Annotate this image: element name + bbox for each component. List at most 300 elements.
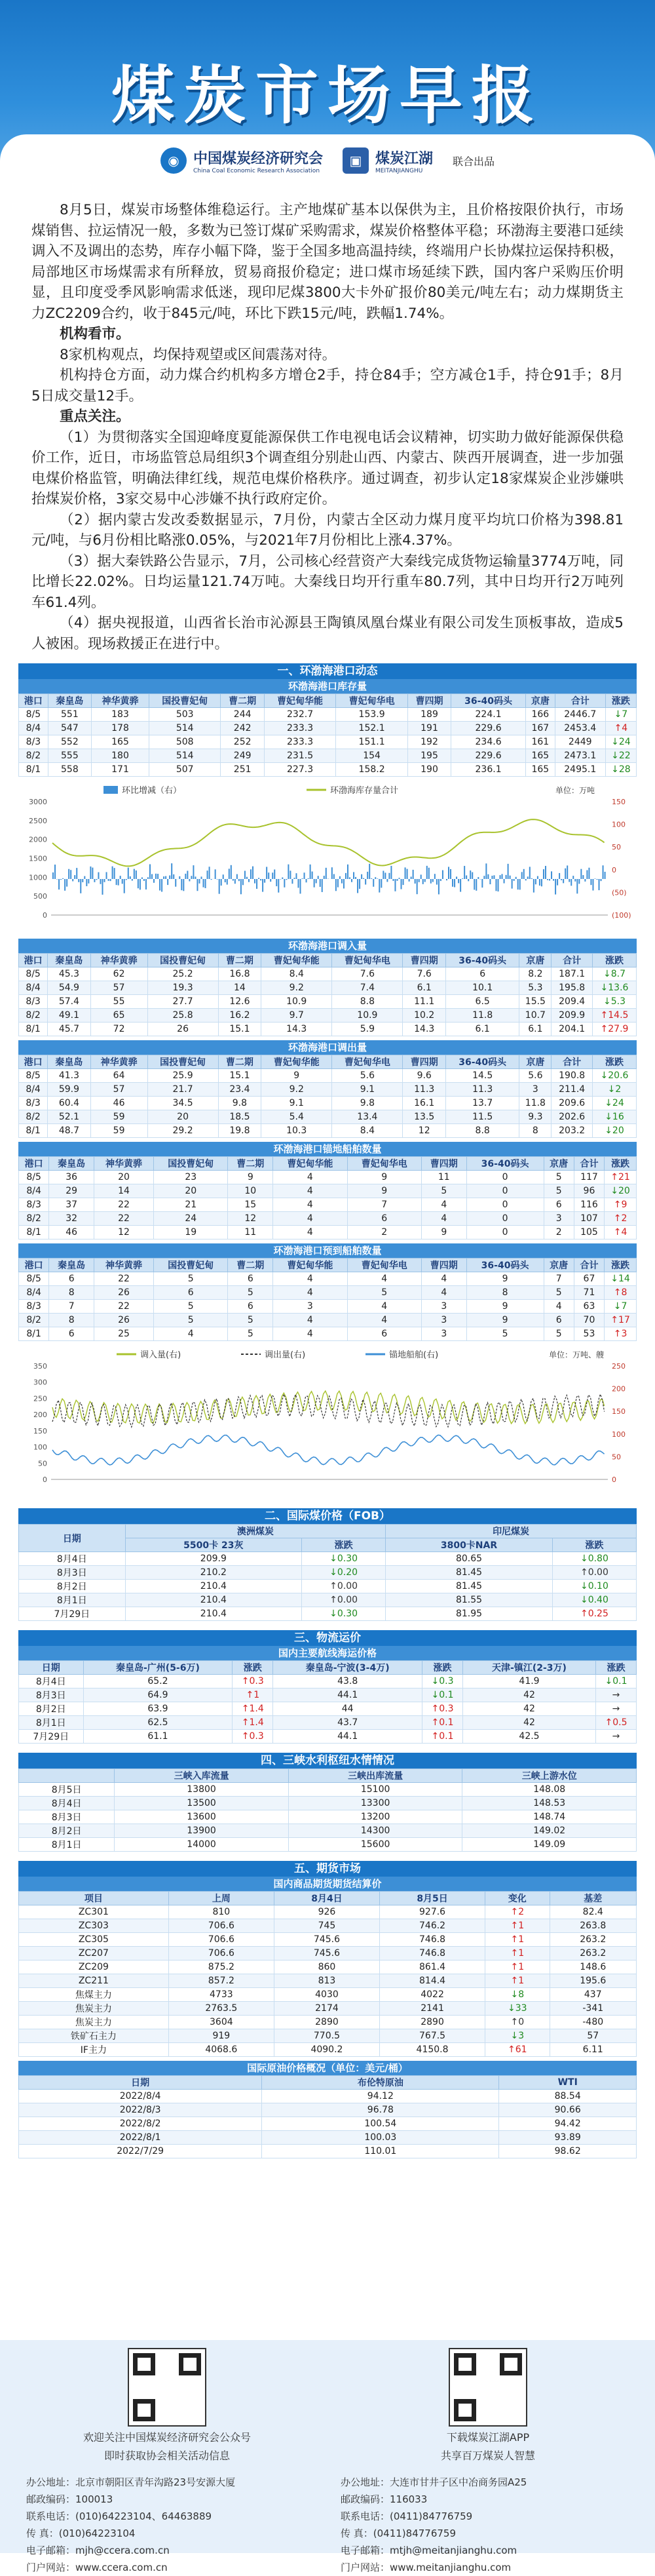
table-cell: 22	[94, 1300, 154, 1314]
change-bar	[586, 870, 588, 879]
table-cell: ↑0.00	[302, 1593, 386, 1607]
change-bar	[533, 879, 534, 893]
table-cell: 9.3	[519, 1110, 552, 1124]
table-cell: 5.4	[261, 1110, 332, 1124]
change-bar	[345, 873, 346, 879]
change-bar	[428, 868, 430, 879]
table-cell: 13900	[115, 1824, 289, 1838]
freight-section	[18, 1630, 637, 1744]
change-bar	[264, 879, 265, 883]
table-cell: ↓0.30	[302, 1607, 386, 1621]
change-bar	[116, 879, 117, 885]
table-cell: 857.2	[168, 1974, 274, 1988]
table-cell: 190	[407, 763, 451, 777]
table-cell: 8/4	[19, 722, 48, 735]
table-cell: ↑1	[485, 1947, 550, 1961]
table-cell: 9.1	[261, 1097, 332, 1110]
stock-line-series	[52, 819, 605, 866]
stock-chart	[18, 781, 637, 935]
change-bar	[62, 878, 64, 879]
table-cell: 926	[274, 1905, 379, 1919]
table-cell: 98.62	[499, 2145, 637, 2158]
change-bar	[124, 879, 125, 893]
change-bar	[446, 879, 447, 880]
change-bar	[421, 874, 422, 879]
change-bar	[120, 876, 121, 879]
table-cell: 8	[519, 1124, 552, 1138]
col-aus-change: 涨跌	[302, 1538, 386, 1552]
table-cell: ↓0.40	[552, 1593, 636, 1607]
table-header-cell: 曹妃甸华能	[264, 694, 336, 708]
futures-table	[18, 1891, 637, 2057]
table-cell: 558	[48, 763, 91, 777]
table-cell: 55	[90, 995, 147, 1009]
table-row	[19, 1272, 637, 1286]
change-bar	[145, 879, 147, 889]
change-bar	[128, 868, 129, 879]
contact-line: 邮政编码：100013	[26, 2491, 314, 2508]
change-bar	[310, 865, 311, 879]
change-bar	[151, 874, 153, 879]
table-cell: ↓0.1	[596, 1675, 637, 1688]
change-bar	[248, 879, 250, 882]
table-cell: 2022/7/29	[19, 2145, 262, 2158]
table-cell: 183	[92, 708, 149, 722]
change-bar	[173, 874, 174, 879]
legend-bar-label: 环比增减（右）	[122, 785, 181, 796]
change-bar	[419, 879, 420, 882]
table-cell: 5	[154, 1272, 228, 1286]
table-cell: 165	[92, 735, 149, 749]
focus-item-2: （2）据内蒙古发改委数据显示，7月份，内蒙古全区动力煤月度平均坑口价格为398.81元/吨，与6月份相比略涨0.05%，与2021年7月份相比上涨4.37%。	[31, 510, 624, 551]
change-bar	[288, 865, 289, 879]
contact-line: 联系电话：(0411)84776759	[341, 2508, 629, 2525]
change-bar	[551, 871, 552, 879]
change-bar	[270, 879, 271, 882]
table-header-cell: 曹妃甸华能	[261, 954, 332, 967]
change-bar	[153, 879, 155, 883]
table-cell: 5	[228, 1286, 273, 1300]
table-cell: 191	[407, 722, 451, 735]
table-cell: 铁矿石主力	[19, 2029, 169, 2043]
table-title: 环渤海港口预到船舶数量	[18, 1243, 637, 1258]
change-bar	[597, 879, 598, 880]
change-bar	[369, 864, 370, 879]
change-bar	[58, 879, 60, 889]
table-row	[19, 1212, 637, 1226]
change-bar	[293, 878, 295, 879]
table-header-cell: 港口	[19, 1055, 48, 1069]
chart-unit: 单位：万吨、艘	[549, 1350, 604, 1359]
table-cell: ↑27.9	[592, 1023, 636, 1036]
ccera-qr-code-icon[interactable]	[128, 2348, 206, 2427]
change-bar	[415, 879, 416, 884]
table-cell: 14000	[115, 1838, 289, 1852]
table-cell: 14.5	[445, 1069, 519, 1083]
table-cell: ↓16	[592, 1110, 636, 1124]
change-bar	[381, 879, 382, 888]
table-header-cell: 合计	[552, 1055, 593, 1069]
table-header-cell: 曹四期	[403, 954, 446, 967]
change-bar	[452, 879, 453, 887]
table-cell: 6.11	[550, 2043, 636, 2057]
change-bar	[250, 869, 252, 879]
focus-item-3: （3）据大秦铁路公告显示，7月，公司核心经营资产大秦线完成货物运输量3774万吨，同比增长22.02%。日均运量121.74万吨。大秦线日均开行重车80.7列，其中日均开行2万吨列车61.4列。	[31, 551, 624, 614]
table-cell: 14	[94, 1184, 154, 1198]
change-bar	[584, 879, 586, 882]
y-tick-label-left: 3000	[29, 798, 47, 806]
table-cell: ↑0.5	[596, 1716, 637, 1730]
table-cell: 249	[221, 749, 264, 763]
change-bar	[466, 876, 467, 879]
change-bar	[434, 874, 436, 879]
change-bar	[191, 876, 192, 879]
contact-line: 办公地址：北京市朝阳区青年沟路23号安源大厦	[26, 2474, 314, 2491]
table-cell: 22	[94, 1198, 154, 1212]
table-cell: 8/1	[19, 763, 48, 777]
change-bar	[92, 868, 93, 879]
table-cell: 2022/8/3	[19, 2103, 262, 2117]
table-cell: 9.8	[332, 1097, 403, 1110]
table-header-cell: 三峡入库流量	[115, 1769, 289, 1783]
table-cell: 11.8	[445, 1009, 519, 1023]
table-row	[19, 1327, 637, 1341]
change-bar	[155, 874, 157, 879]
table-cell: 4	[273, 1184, 347, 1198]
table-cell: 94.12	[262, 2090, 499, 2103]
table-row	[19, 1947, 637, 1961]
table-cell: 12	[94, 1226, 154, 1239]
change-bar	[280, 879, 281, 880]
table-cell: 22	[94, 1272, 154, 1286]
change-bar	[403, 879, 404, 885]
table-cell: 171	[92, 763, 149, 777]
change-bar	[537, 876, 538, 879]
table-header-cell: 涨跌	[592, 1055, 636, 1069]
table-cell: 4	[421, 1198, 466, 1212]
change-bar	[392, 879, 394, 881]
change-bar	[66, 879, 67, 887]
table-cell: ↓20.6	[592, 1069, 636, 1083]
col-aus-price: 5500卡 23灰	[125, 1538, 301, 1552]
change-bar	[359, 879, 360, 889]
table-cell: 11.5	[445, 1110, 519, 1124]
app-qr-code-icon[interactable]	[449, 2348, 527, 2427]
table-cell: ↓13.6	[592, 981, 636, 995]
change-bar	[347, 865, 348, 879]
change-bar	[476, 879, 477, 891]
table-cell: 7	[347, 1198, 421, 1212]
table-cell: 9.6	[403, 1069, 446, 1083]
table-cell: 81.95	[386, 1607, 553, 1621]
change-bar	[495, 879, 496, 891]
table-row	[19, 1824, 637, 1838]
table-cell: ↓0.3	[422, 1675, 463, 1688]
table-cell: 29.2	[147, 1124, 218, 1138]
qr-caption-4: 共享百万煤炭人智慧	[347, 2449, 629, 2463]
table-row	[19, 1974, 637, 1988]
change-bar	[371, 878, 372, 879]
table-header-cell: 国投曹妃甸	[149, 694, 221, 708]
change-bar	[442, 870, 443, 879]
change-bar	[485, 863, 487, 879]
change-bar	[508, 864, 509, 879]
table-header-cell: 秦皇岛	[48, 954, 91, 967]
change-bar	[316, 879, 317, 883]
change-bar	[225, 879, 226, 882]
table-cell: 195.6	[550, 1974, 636, 1988]
change-bar	[320, 879, 321, 887]
change-bar	[96, 879, 97, 880]
table-row	[19, 1171, 637, 1184]
table-cell: 80.65	[386, 1552, 553, 1566]
y-tick-label-left: 2000	[29, 836, 47, 844]
table-cell: 44	[273, 1702, 422, 1716]
table-cell: 6	[445, 967, 519, 981]
table-cell: 7.6	[403, 967, 446, 981]
table-cell: 13.7	[445, 1097, 519, 1110]
table-cell: ↑0.1	[422, 1716, 463, 1730]
table-cell: ↑4	[605, 722, 636, 735]
flow-chart-svg	[18, 1345, 637, 1499]
change-bar	[282, 878, 283, 879]
contact-line: 邮政编码：116033	[341, 2491, 629, 2508]
change-bar	[112, 867, 113, 879]
change-bar	[314, 879, 315, 888]
table-cell: 148.08	[462, 1783, 637, 1797]
table-row	[19, 1124, 637, 1138]
qr-caption-3: 下载煤炭江湖APP	[347, 2430, 629, 2445]
table-cell: 46	[49, 1226, 94, 1239]
change-bar	[582, 875, 584, 879]
table-header-cell: 秦皇岛-宁波(3-4万)	[273, 1661, 422, 1675]
table-cell: 42	[462, 1688, 595, 1702]
table-row	[19, 1286, 637, 1300]
table-header-cell: 曹二期	[218, 954, 261, 967]
table-cell: ↓7	[605, 708, 636, 722]
table-cell: 148.74	[462, 1810, 637, 1824]
inflow-series	[52, 1391, 605, 1424]
table-cell: 46	[90, 1097, 147, 1110]
table-cell: ↑0.1	[422, 1730, 463, 1744]
table-cell: 2	[347, 1226, 421, 1239]
table-cell: 26	[94, 1314, 154, 1327]
table-row	[19, 1988, 637, 2002]
change-bar	[603, 865, 604, 879]
table-cell: 7	[544, 1272, 574, 1286]
table-cell: 158.2	[336, 763, 408, 777]
change-bar	[205, 879, 206, 888]
change-bar	[377, 878, 378, 879]
table-cell: ↑4	[605, 1226, 637, 1239]
change-bar	[331, 867, 333, 879]
change-bar	[549, 879, 550, 880]
change-bar	[424, 879, 426, 882]
table-cell: 4150.8	[380, 2043, 485, 2057]
table-cell: 4090.2	[274, 2043, 379, 2057]
table-row	[19, 1069, 637, 1083]
table-cell: 6	[228, 1272, 273, 1286]
table-cell: 189	[407, 708, 451, 722]
table-cell: 72	[90, 1023, 147, 1036]
change-bar	[217, 879, 218, 880]
table-cell: 8月5日	[19, 1783, 115, 1797]
table-cell: 41.9	[462, 1675, 595, 1688]
table-cell: ↑1	[485, 1919, 550, 1933]
table-row	[19, 1702, 637, 1716]
change-bar	[541, 879, 542, 886]
change-bar	[185, 874, 186, 879]
change-bar	[601, 879, 602, 881]
table-cell: 3	[421, 1327, 466, 1341]
table-cell: 919	[168, 2029, 274, 2043]
change-bar	[535, 879, 536, 884]
table-cell: 745.6	[274, 1947, 379, 1961]
col-australia: 澳洲煤炭	[125, 1525, 386, 1538]
y-tick-label-left: 350	[33, 1362, 47, 1371]
table-header-cell: 曹四期	[407, 694, 451, 708]
change-bar	[489, 879, 491, 884]
table-cell: 8月4日	[19, 1552, 126, 1566]
table-cell: 5.6	[519, 1069, 552, 1083]
table-row	[19, 2043, 637, 2057]
table-cell: ↑0.00	[302, 1580, 386, 1593]
table-cell: 6.1	[445, 1023, 519, 1036]
change-bar	[60, 879, 62, 880]
table-row	[19, 1580, 637, 1593]
table-header-cell: 曹四期	[421, 1259, 466, 1272]
table-cell: 4	[421, 1212, 466, 1226]
institution-title: 机构看市。	[31, 324, 624, 345]
table-cell: 96	[574, 1184, 604, 1198]
change-bar	[80, 879, 81, 893]
ccera-logo-icon: ◉	[160, 147, 187, 174]
table-cell: 813	[274, 1974, 379, 1988]
change-bar	[599, 879, 600, 890]
change-bar	[468, 879, 469, 881]
org2-sub: MEITANJIANGHU	[375, 168, 433, 174]
table-row	[19, 749, 637, 763]
table-cell: 11.3	[445, 1083, 519, 1097]
y-tick-label-right: 0	[612, 866, 616, 874]
change-bar	[521, 872, 523, 879]
table-cell: ↓2	[592, 1083, 636, 1097]
table-cell: 4	[154, 1327, 228, 1341]
table-cell: 5	[421, 1184, 466, 1198]
table-cell: ↑17	[605, 1314, 637, 1327]
change-bar	[361, 874, 362, 879]
table-cell: 263.8	[550, 1919, 636, 1933]
change-bar	[236, 874, 238, 879]
change-bar	[126, 879, 127, 880]
org1-name: 中国煤炭经济研究会	[193, 147, 323, 168]
y-tick-label-left: 2500	[29, 817, 47, 825]
change-bar	[375, 877, 376, 879]
change-bar	[545, 866, 546, 879]
change-bar	[324, 876, 325, 879]
change-bar	[373, 879, 374, 887]
table-cell: 263.2	[550, 1947, 636, 1961]
table-cell: 4	[273, 1212, 347, 1226]
table-cell: 19	[154, 1226, 228, 1239]
table-cell: 8.2	[519, 967, 552, 981]
table-row	[19, 763, 637, 777]
change-bar	[493, 875, 495, 879]
table-cell: 8月3日	[19, 1810, 115, 1824]
change-bar	[209, 867, 210, 879]
table-cell: 59	[90, 1110, 147, 1124]
table-row	[19, 1688, 637, 1702]
change-bar	[268, 872, 269, 879]
table-header-cell: 国投曹妃甸	[147, 1055, 218, 1069]
table-cell: 57	[550, 2029, 636, 2043]
table-cell: 14.3	[261, 1023, 332, 1036]
table-cell: 16.2	[218, 1009, 261, 1023]
table-cell: 192	[407, 735, 451, 749]
table-row	[19, 967, 637, 981]
table-cell: ZC303	[19, 1919, 169, 1933]
legend-in-label: 调入量(右)	[140, 1350, 181, 1360]
change-bar	[440, 879, 441, 881]
change-bar	[553, 879, 554, 881]
table-cell: 12	[228, 1212, 273, 1226]
change-bar	[396, 879, 398, 881]
table-cell: 8月1日	[19, 1838, 115, 1852]
table-cell: 12.6	[218, 995, 261, 1009]
table-header-cell: 8月4日	[274, 1892, 379, 1905]
table-row	[19, 1023, 637, 1036]
table-cell: 229.6	[451, 722, 526, 735]
table-row	[19, 1300, 637, 1314]
table-cell: 2763.5	[168, 2002, 274, 2016]
table-cell: 13800	[115, 1783, 289, 1797]
table-cell: 59.9	[48, 1083, 91, 1097]
table-header-cell: 秦皇岛	[48, 694, 91, 708]
table-cell: 9.8	[218, 1097, 261, 1110]
table-cell: 5	[228, 1327, 273, 1341]
table-cell: ↑1.4	[233, 1702, 273, 1716]
table-cell: 16.8	[218, 967, 261, 981]
change-bar	[70, 870, 71, 879]
change-bar	[438, 879, 440, 894]
table-cell: ↑8	[605, 1286, 637, 1300]
change-bar	[571, 879, 572, 886]
table-cell: 44.1	[273, 1688, 422, 1702]
table-cell: 12	[403, 1124, 446, 1138]
table-header-cell: 涨跌	[592, 954, 636, 967]
change-bar	[252, 867, 253, 879]
table-cell: 25	[94, 1327, 154, 1341]
change-bar	[78, 879, 79, 882]
table-cell: 5.3	[519, 981, 552, 995]
change-bar	[460, 879, 461, 892]
org2-name: 煤炭江湖	[375, 147, 433, 168]
table-cell: 746.2	[380, 1919, 485, 1933]
change-bar	[98, 872, 99, 879]
table-row	[19, 1716, 637, 1730]
table-cell: ZC207	[19, 1947, 169, 1961]
table-cell: 234.6	[451, 735, 526, 749]
table-cell: 43.8	[273, 1675, 422, 1688]
table-cell: 8.4	[261, 967, 332, 981]
change-bar	[525, 879, 527, 880]
table-cell: 15.1	[218, 1069, 261, 1083]
table-cell: 4030	[274, 1988, 379, 2002]
y-tick-label-right: 50	[612, 843, 621, 851]
table-cell: 252	[221, 735, 264, 749]
table-row	[19, 1797, 637, 1810]
table-cell: 42.5	[462, 1730, 595, 1744]
